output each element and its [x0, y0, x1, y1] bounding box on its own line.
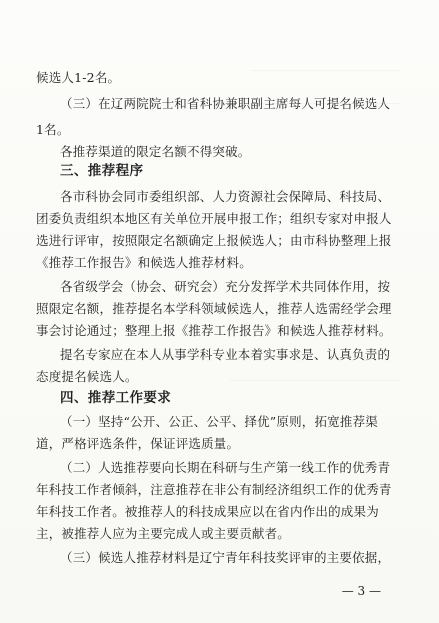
text-line: 各省级学会（协会、研究会）充分发挥学术共同体作用，按 [60, 279, 391, 294]
bleed-through [250, 70, 400, 71]
text-line: 候选人1-2名。 [36, 70, 121, 85]
text-line: 主，被推荐人应为主要完成人或主要贡献者。 [36, 526, 291, 541]
text-line: 《推荐工作报告》和候选人推荐材料。 [36, 255, 252, 270]
text-line: 道，严格评选条件，保证评选质量。 [36, 436, 240, 451]
text-line: （一）坚持“公开、公正、公平、择优”原则，拓宽推荐渠 [60, 414, 378, 429]
text-line: （二）人选推荐要向长期在科研与生产第一线工作的优秀青 [60, 460, 391, 475]
text-line: 事会讨论通过；整理上报《推荐工作报告》和候选人推荐材料。 [36, 323, 392, 338]
text-line: 年科技工作者。被推荐人的科技成果应以在省内作出的成果为 [36, 504, 379, 519]
text-line: 提名专家应在本人从事学科专业本着实事求是、认真负责的 [60, 347, 391, 362]
text-line: 各市科协会同市委组织部、人力资源社会保障局、科技局、 [60, 189, 391, 204]
text-line: 态度提名候选人。 [36, 369, 138, 384]
text-line: 照限定名额，推荐提名本学科领域候选人，推荐人选需经学会理 [36, 301, 392, 316]
text-line: 团委负责组织本地区有关单位开展申报工作；组织专家对申报人 [36, 211, 392, 226]
bleed-through [230, 380, 400, 381]
text-line: （三）候选人推荐材料是辽宁青年科技奖评审的主要依据， [60, 550, 391, 565]
text-line: 各推荐渠道的限定名额不得突破。 [60, 144, 251, 159]
text-line: 选进行评审，按照限定名额确定上报候选人；由市科协整理上报 [36, 233, 392, 248]
text-line: 1名。 [36, 122, 70, 137]
section-heading: 四、推荐工作要求 [60, 390, 172, 406]
text-line: 年科技工作者倾斜，注意推荐在非公有制经济组织工作的优秀青 [36, 482, 392, 497]
text-line: （三）在辽两院院士和省科协兼职副主席每人可提名候选人 [60, 96, 391, 111]
page-number: — 3 — [341, 584, 381, 598]
section-heading: 三、推荐程序 [60, 163, 144, 179]
